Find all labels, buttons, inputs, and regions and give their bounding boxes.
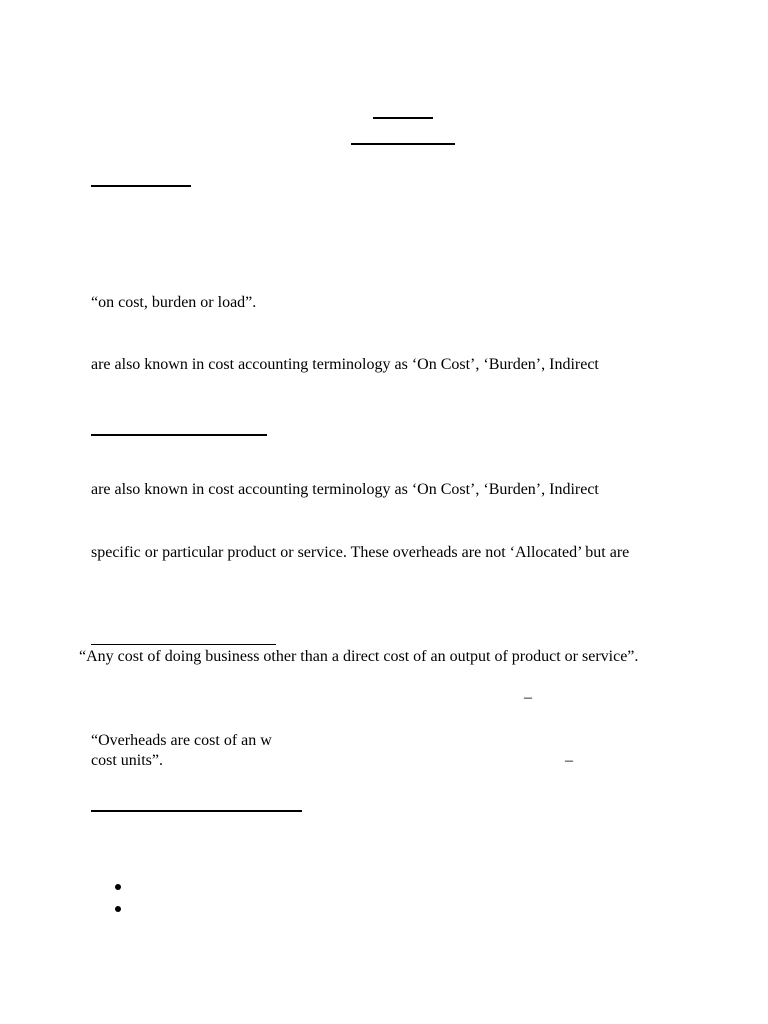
definition-quote-any-cost: “Any cost of doing business other than a direct cost of an output of product or service”. [79, 648, 639, 665]
bullet-point [115, 906, 121, 912]
section-heading-underline-1 [91, 185, 191, 187]
bullet-point [115, 884, 121, 890]
specific-product-line: specific or particular product or service. These overheads are not ‘Allocated’ but are [91, 544, 630, 561]
attribution-dash-1: – [524, 689, 532, 706]
subtitle-underline [351, 143, 455, 145]
definition-quote-overheads: “Overheads are cost of an w [91, 732, 272, 749]
known-as-line-2: are also known in cost accounting terminology as ‘On Cost’, ‘Burden’, Indirect [91, 481, 599, 498]
section-heading-underline-4 [91, 810, 302, 812]
on-cost-line: “on cost, burden or load”. [91, 294, 257, 311]
attribution-dash-2: – [565, 752, 573, 769]
section-heading-underline-3 [91, 644, 276, 645]
known-as-line-1: are also known in cost accounting terminology as ‘On Cost’, ‘Burden’, Indirect [91, 356, 599, 373]
title-underline [373, 117, 433, 119]
section-heading-underline-2 [91, 434, 267, 436]
cost-units-line: cost units”. [91, 752, 163, 769]
